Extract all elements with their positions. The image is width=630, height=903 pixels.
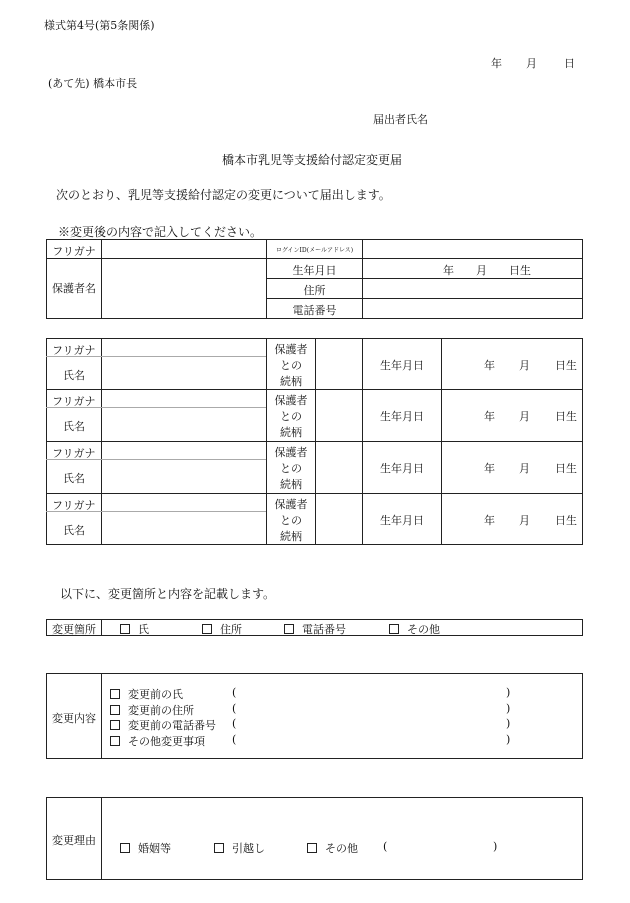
- child-birth-year: 年: [484, 462, 495, 475]
- relation-label-1: 保護者: [274, 343, 308, 356]
- checkbox-icon[interactable]: [202, 624, 212, 634]
- relation-label-1: 保護者: [274, 394, 308, 407]
- checkbox-icon[interactable]: [110, 705, 120, 715]
- relation-label-1: 保護者: [274, 498, 308, 511]
- open-paren: (: [232, 686, 237, 699]
- child-birth-day: 日生: [555, 514, 577, 527]
- reason-other[interactable]: その他: [307, 840, 358, 856]
- close-paren: ): [506, 702, 511, 715]
- open-paren: (: [232, 717, 237, 730]
- reason-marriage[interactable]: 婚姻等: [120, 840, 171, 856]
- close-paren: ): [506, 717, 511, 730]
- form-title: 橋本市乳児等支援給付認定変更届: [222, 153, 403, 167]
- child-birth-month: 月: [519, 514, 530, 527]
- guardian-name-label: 保護者名: [52, 282, 96, 295]
- change-content-label: 変更内容: [52, 712, 96, 725]
- relation-label-2: との: [280, 359, 302, 372]
- relation-label-2: との: [280, 410, 302, 423]
- child-birth-year: 年: [484, 359, 495, 372]
- reason-moving[interactable]: 引越し: [214, 840, 265, 856]
- checkbox-icon[interactable]: [120, 843, 130, 853]
- note-text: ※変更後の内容で記入してください。: [58, 225, 263, 239]
- login-id-label: ログインID(メールアドレス): [275, 247, 354, 254]
- child-furigana-label: フリガナ: [52, 344, 96, 357]
- child-birth-label: 生年月日: [380, 410, 424, 423]
- child-furigana-label: フリガナ: [52, 447, 96, 460]
- close-paren: ): [506, 686, 511, 699]
- addressee: (あて先) 橋本市長: [48, 77, 138, 90]
- intro-text: 次のとおり、乳児等支援給付認定の変更について届出します。: [56, 188, 391, 202]
- child-furigana-label: フリガナ: [52, 499, 96, 512]
- option-phone[interactable]: 電話番号: [284, 621, 346, 637]
- child-furigana-label: フリガナ: [52, 395, 96, 408]
- change-section-intro: 以下に、変更箇所と内容を記載します。: [60, 587, 276, 601]
- checkbox-icon[interactable]: [307, 843, 317, 853]
- checkbox-icon[interactable]: [120, 624, 130, 634]
- child-birth-day: 日生: [555, 359, 577, 372]
- child-name-label: 氏名: [63, 472, 85, 485]
- child-birth-day: 日生: [555, 410, 577, 423]
- relation-label-3: 続柄: [280, 478, 302, 491]
- child-birth-month: 月: [519, 359, 530, 372]
- child-birth-month: 月: [519, 462, 530, 475]
- date-month: 月: [526, 57, 537, 70]
- relation-label-2: との: [280, 514, 302, 527]
- item-prev-phone[interactable]: 変更前の電話番号: [110, 717, 216, 733]
- item-prev-surname[interactable]: 変更前の氏: [110, 686, 183, 702]
- checkbox-icon[interactable]: [214, 843, 224, 853]
- change-reason-label: 変更理由: [52, 834, 96, 847]
- date-year: 年: [491, 57, 502, 70]
- open-paren: (: [232, 702, 237, 715]
- open-paren: (: [383, 840, 388, 853]
- child-birth-label: 生年月日: [380, 462, 424, 475]
- relation-label-3: 続柄: [280, 530, 302, 543]
- child-birth-label: 生年月日: [380, 359, 424, 372]
- guardian-birth-value: 年 月 日生: [443, 264, 531, 277]
- child-name-label: 氏名: [63, 420, 85, 433]
- checkbox-icon[interactable]: [110, 689, 120, 699]
- checkbox-icon[interactable]: [110, 720, 120, 730]
- relation-label-3: 続柄: [280, 426, 302, 439]
- relation-label-3: 続柄: [280, 375, 302, 388]
- close-paren: ): [506, 733, 511, 746]
- child-name-label: 氏名: [63, 524, 85, 537]
- checkbox-icon[interactable]: [284, 624, 294, 634]
- child-name-label: 氏名: [63, 369, 85, 382]
- guardian-phone-label: 電話番号: [292, 304, 337, 317]
- open-paren: (: [232, 733, 237, 746]
- guardian-address-label: 住所: [303, 284, 326, 297]
- guardian-furigana-label: フリガナ: [52, 245, 96, 258]
- relation-label-1: 保護者: [274, 446, 308, 459]
- child-birth-year: 年: [484, 514, 495, 527]
- option-other[interactable]: その他: [389, 621, 440, 637]
- child-birth-year: 年: [484, 410, 495, 423]
- child-birth-month: 月: [519, 410, 530, 423]
- close-paren: ): [493, 840, 498, 853]
- option-surname[interactable]: 氏: [120, 621, 149, 637]
- child-birth-day: 日生: [555, 462, 577, 475]
- checkbox-icon[interactable]: [389, 624, 399, 634]
- guardian-birth-label: 生年月日: [292, 264, 337, 277]
- item-other-change[interactable]: その他変更事項: [110, 733, 205, 749]
- submitter-label: 届出者氏名: [373, 113, 428, 126]
- date-day: 日: [564, 57, 575, 70]
- relation-label-2: との: [280, 462, 302, 475]
- form-id: 様式第4号(第5条関係): [44, 19, 155, 32]
- change-location-label: 変更箇所: [52, 623, 96, 636]
- item-prev-address[interactable]: 変更前の住所: [110, 702, 194, 718]
- checkbox-icon[interactable]: [110, 736, 120, 746]
- child-birth-label: 生年月日: [380, 514, 424, 527]
- option-address[interactable]: 住所: [202, 621, 242, 637]
